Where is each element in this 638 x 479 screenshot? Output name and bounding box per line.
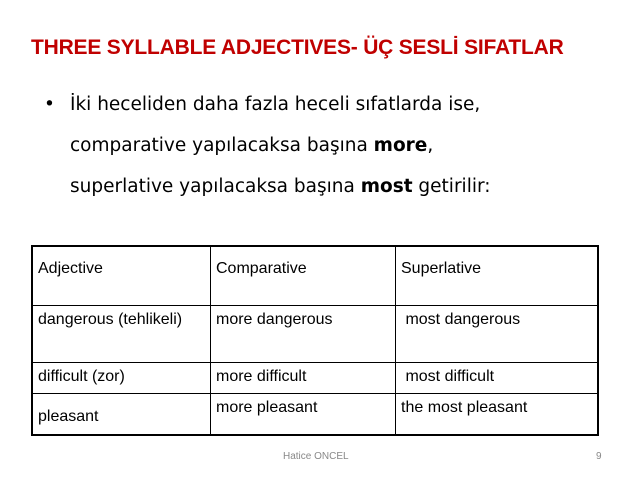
bullet-line-2	[44, 125, 624, 166]
bullet-line-2-text: comparative yapılacaksa başına	[70, 135, 374, 156]
table-header-row	[32, 246, 598, 306]
header-cell-superlative: Superlative	[396, 246, 599, 306]
table-cell: most dangerous	[396, 306, 599, 363]
bullet-line-1-text: İki heceliden daha fazla heceli sıfatlarda ise,	[70, 94, 481, 115]
bullet-line-3-bold: most	[360, 176, 413, 197]
bullet-dot-icon: •	[44, 94, 55, 115]
bullet-line-3-end: getirilir:	[412, 176, 491, 197]
adjective-table	[31, 245, 599, 436]
table-cell: most difficult	[396, 363, 599, 394]
table-row	[32, 394, 598, 436]
table-cell: the most pleasant	[396, 394, 599, 436]
bullet-line-3	[44, 166, 624, 207]
table-cell: more pleasant	[211, 394, 396, 436]
bullet-block	[44, 84, 624, 207]
table-cell: more dangerous	[211, 306, 396, 363]
bullet-line-2-bold: more	[373, 135, 428, 156]
footer-author: Hatice ONCEL	[283, 451, 349, 462]
table-cell: difficult (zor)	[32, 363, 211, 394]
table-cell: dangerous (tehlikeli)	[32, 306, 211, 363]
table-row	[32, 363, 598, 394]
page-number: 9	[596, 451, 602, 462]
header-cell-adjective: Adjective	[32, 246, 211, 306]
table-row	[32, 306, 598, 363]
bullet-line-2-end: ,	[427, 135, 434, 156]
slide-title: THREE SYLLABLE ADJECTIVES- ÜÇ SESLİ SIFATLAR	[31, 36, 564, 59]
header-cell-comparative: Comparative	[211, 246, 396, 306]
bullet-line-1	[44, 84, 624, 125]
table-cell: pleasant	[32, 394, 211, 436]
table-cell: more difficult	[211, 363, 396, 394]
bullet-line-3-text: superlative yapılacaksa başına	[70, 176, 361, 197]
